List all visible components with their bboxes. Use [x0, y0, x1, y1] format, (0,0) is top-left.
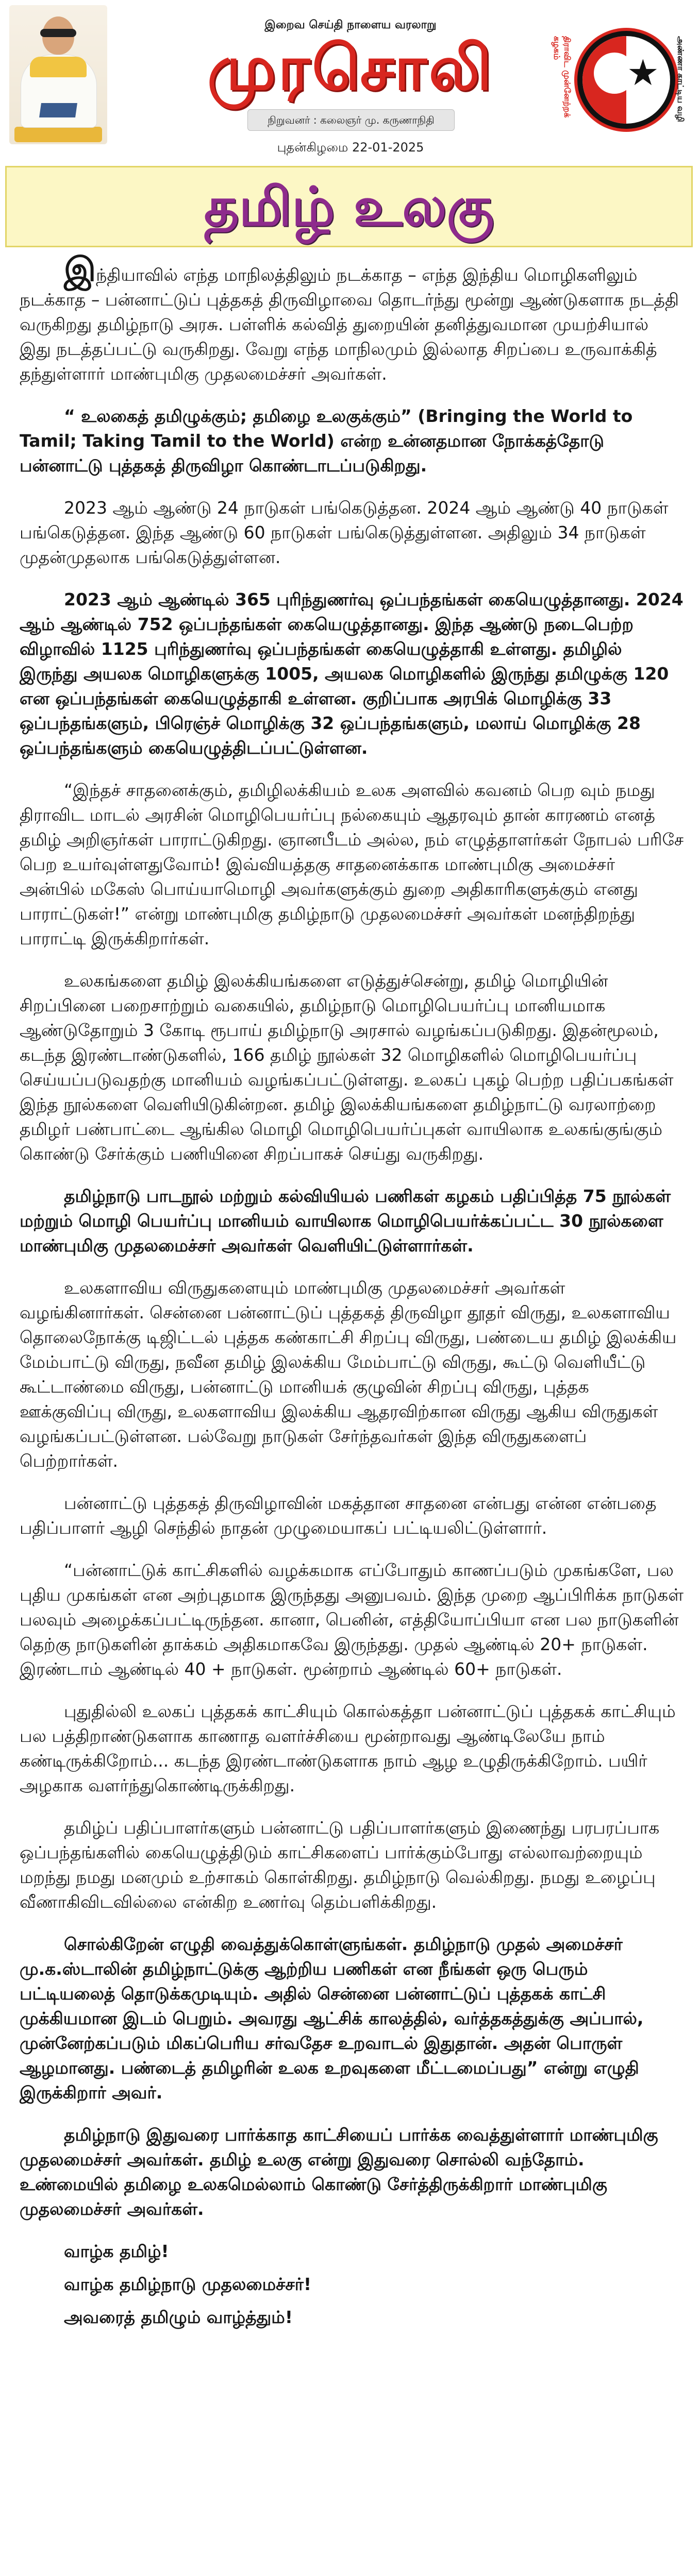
emblem-right-text: அண்ணா காட்டிய வழி: [676, 36, 686, 122]
paragraph: தமிழ்ப் பதிப்பாளர்களும் பன்னாட்டு பதிப்பாளர்களும் இணைந்து பரபரப்பாக ஒப்பந்தங்களில் கையெழுத்திடும் காட்சிகளைப் பார்க்கும்போது எல்லாவற்றையும் மறந்து நமது மனமும் உற்சாகம் கொள்கிறது. தமிழ்நாடு வெல்கிறது. நமது உழைப்பு வீணாகிவிடவில்லை என்கிற உணர்வு தெம்பளிக்கிறது.: [20, 1818, 660, 1912]
party-emblem: [541, 15, 686, 139]
masthead-tagline: இறைவ செய்தி நாளைய வரலாறு: [264, 19, 437, 31]
emblem-left-text: திராவிட முன்னேற்றக் கழகம்: [552, 36, 572, 118]
issue-date: புதன்கிழமை 22-01-2025: [277, 140, 424, 155]
paragraph: இந்தியாவில் எந்த மாநிலத்திலும் நடக்காத – எந்த இந்திய மொழிகளிலும் நடக்காத – பன்னாட்டுப் புத்தகத் திருவிழாவை தொடர்ந்து மூன்று ஆண்டுகளாக நடத்தி வருகிறது தமிழ்நாடு அரசு. பள்ளிக் கல்வித் துறையின் தனித்துவமான முயற்சியால் இது நடத்தப்பட்டு வருகிறது. வேறு எந்த மாநிலமும் இல்லாத சிறப்பை உருவாக்கித் தந்துள்ளார் மாண்புமிகு முதலமைச்சர் அவர்கள்.: [20, 251, 679, 384]
masthead: [0, 0, 700, 160]
paragraph: 2023 ஆம் ஆண்டில் 365 புரிந்துணர்வு ஒப்பந்தங்கள் கையெழுத்தானது. 2024 ஆம் ஆண்டில் 752 ஒப்பந்தங்கள் கையெழுத்தானது. இந்த ஆண்டு நடைபெற்ற விழாவில் 1125 புரிந்துணர்வு ஒப்பந்தங்கள் கையெழுத்தாகி உள்ளது. தமிழில் இருந்து அயலக மொழிகளுக்கு 1005, அயலக மொழிகளில் இருந்து தமிழுக்கு 120 என ஒப்பந்தங்கள் கையெழுத்தாகி உள்ளன. குறிப்பாக அரபிக் மொழிக்கு 33 ஒப்பந்தங்களும், பிரெஞ்ச் மொழிக்கு 32 ஒப்பந்தங்களும், மலாய் மொழிக்கு 28 ஒப்பந்தங்களும் கையெழுத்திடப்பட்டுள்ளன.: [20, 589, 684, 758]
paragraph: உலகங்களை தமிழ் இலக்கியங்களை எடுத்துச்சென்று, தமிழ் மொழியின் சிறப்பினை பறைசாற்றும் வகையில், தமிழ்நாடு மொழிபெயர்ப்பு மானியமாக ஆண்டுதோறும் 3 கோடி ரூபாய் தமிழ்நாடு அரசால் வழங்கப்படுகிறது. இதன்மூலம், கடந்த இரண்டாண்டுகளில், 166 தமிழ் நூல்கள் 32 மொழிகளில் மொழிபெயர்ப்பு செய்யப்படுவதற்கு மானியம் வழங்கப்பட்டுள்ளது. உலகப் புகழ் பெற்ற பதிப்பகங்கள் இந்த நூல்களை வெளியிடுகின்றன. தமிழ் இலக்கியங்களை தமிழ்நாட்டு வரலாற்றை தமிழர் பண்பாட்டை ஆங்கில மொழி மொழிபெயர்ப்புகள் வாயிலாக உலகங்குங்கும் கொண்டு சேர்க்கும் பணியினை சிறப்பாகச் செய்து வருகிறது.: [20, 971, 674, 1164]
paragraph: சொல்கிறேன் எழுதி வைத்துக்கொள்ளுங்கள். தமிழ்நாடு முதல் அமைச்சர் மு.க.ஸ்டாலின் தமிழ்நாட்டுக்கு ஆற்றிய பணிகள் என நீங்கள் ஒரு பெரும் பட்டியலைத் தொடுக்கமுடியும். அதில் சென்னை பன்னாட்டுப் புத்தகக் காட்சி முக்கியமான இடம் பெறும். அவரது ஆட்சிக் காலத்தில், வர்த்தகத்துக்கு அப்பால், முன்னேற்கப்படும் மிகப்பெரிய சர்வதேச உறவாடல் இதுதான். அதன் பொருள் ஆழமானது. பண்டைத் தமிழரின் உலக உறவுகளை மீட்டமைப்பது” என்று எழுதி இருக்கிறார் அவர்.: [20, 1934, 644, 2103]
paragraph: 2023 ஆம் ஆண்டு 24 நாடுகள் பங்கெடுத்தன. 2024 ஆம் ஆண்டு 40 நாடுகள் பங்கெடுத்தன. இந்த ஆண்டு 60 நாடுகள் பங்கெடுத்துள்ளன. அதிலும் 34 நாடுகள் முதன்முதலாக பங்கெடுத்துள்ளன.: [20, 498, 669, 567]
closing-line: அவரைத் தமிழும் வாழ்த்தும்!: [64, 2307, 293, 2327]
editorial-body: [20, 251, 685, 2338]
paragraph: உலகளாவிய விருதுகளையும் மாண்புமிகு முதலமைச்சர் அவர்கள் வழங்கினார்கள். சென்னை பன்னாட்டுப் புத்தகத் திருவிழா தூதர் விருது, உலகளாவிய தொலைநோக்கு டிஜிட்டல் புத்தக கண்காட்சி சிறப்பு விருது, பண்டைய தமிழ் இலக்கிய மேம்பாட்டு விருது, நவீன தமிழ் இலக்கிய மேம்பாட்டு விருது, கூட்டு வெளியீட்டு கூட்டாண்மை விருது, பன்னாட்டு மானியக் குழுவின் சிறப்பு விருது, புத்தக ஊக்குவிப்பு விருது, உலகளாவிய இலக்கிய ஆதரவிற்கான விருது ஆகிய விருதுகள் வழங்கப்பட்டுள்ளன. பல்வேறு நாடுகள் சேர்ந்தவர்கள் இந்த விருதுகளைப் பெற்றார்கள்.: [20, 1278, 677, 1471]
paragraph: பன்னாட்டு புத்தகத் திருவிழாவின் மகத்தான சாதனை என்பது என்ன என்பதை பதிப்பாளர் ஆழி செந்தில் நாதன் முழுமையாகப் பட்டியலிட்டுள்ளார்.: [20, 1493, 657, 1538]
paragraph: தமிழ்நாடு இதுவரை பார்க்காத காட்சியைப் பார்க்க வைத்துள்ளார் மாண்புமிகு முதலமைச்சர் அவர்கள். தமிழ் உலகு என்று இதுவரை சொல்லி வந்தோம். உண்மையில் தமிழை உலகமெல்லாம் கொண்டு சேர்த்திருக்கிறார் மாண்புமிகு முதலமைச்சர் அவர்கள்.: [20, 2125, 658, 2219]
closing-line: வாழ்க தமிழ்நாடு முதலமைச்சர்!: [64, 2274, 312, 2294]
founder-portrait: [9, 5, 107, 144]
paragraph: “ உலகைத் தமிழுக்கும்; தமிழை உலகுக்கும்” (Bringing the World to Tamil; Taking Tamil to the World) என்ற உன்னதமான நோக்கத்தோடு பன்னாட்டு புத்தகத் திருவிழா கொண்டாடப்படுகிறது.: [20, 406, 633, 476]
paragraph: தமிழ்நாடு பாடநூல் மற்றும் கல்வியியல் பணிகள் கழகம் பதிப்பித்த 75 நூல்கள் மற்றும் மொழி பெயர்ப்பு மானியம் வாயிலாக மொழிபெயர்க்கப்பட்ட 30 நூல்களை மாண்புமிகு முதலமைச்சர் அவர்கள் வெளியிட்டுள்ளார்கள்.: [20, 1186, 671, 1256]
paragraph: “இந்தச் சாதனைக்கும், தமிழிலக்கியம் உலக அளவில் கவனம் பெற வும் நமது திராவிட மாடல் அரசின் மொழிபெயர்ப்பு நல்கையும் ஆதரவும் தான் காரணம் எனத் தமிழ் அறிஞர்கள் பாராட்டுகிறது. ஞானபீடம் அல்ல, நம் எழுத்தாளர்கள் நோபல் பரிசே பெற உயர்வுள்ளதுவோம்! இவ்வியத்தகு சாதனைக்காக மாண்புமிகு அமைச்சர் அன்பில் மகேஸ் பொய்யாமொழி அவர்களுக்கும் துறை அதிகாரிகளுக்கும் எனது பாராட்டுகள்!” என்று மாண்புமிகு தமிழ்நாடு முதலமைச்சர் அவர்கள் மனந்திறந்து பாராட்டி இருக்கிறார்கள்.: [20, 780, 684, 948]
paragraph: “பன்னாட்டுக் காட்சிகளில் வழக்கமாக எப்போதும் காணப்படும் முகங்களே, பல புதிய முகங்கள் என அற்புதமாக இருந்தது அனுபவம். இந்த முறை ஆப்பிரிக்க நாடுகள் பலவும் அழைக்கப்பட்டிருந்தன. கானா, பெனின், எத்தியோப்பியா என பல நாடுகளின் தெற்கு நாடுகளின் தாக்கம் அதிகமாகவே இருந்தது. முதல் ஆண்டில் 20+ நாடுகள். இரண்டாம் ஆண்டில் 40 + நாடுகள். மூன்றாம் ஆண்டில் 60+ நாடுகள்.: [20, 1560, 684, 1679]
newspaper-logo: முரசொலி: [207, 32, 494, 104]
closing-line: வாழ்க தமிழ்!: [64, 2241, 169, 2261]
founder-label: நிறுவனர் : கலைஞர் மு. கருணாநிதி: [247, 109, 455, 131]
rising-sun-icon: ★: [577, 31, 675, 129]
editorial-title: தமிழ் உலகு: [204, 175, 494, 238]
paragraph: புதுதில்லி உலகப் புத்தகக் காட்சியும் கொல்கத்தா பன்னாட்டுப் புத்தகக் காட்சியும் பல பத்திறாண்டுகளாக காணாத வளர்ச்சியை மூன்றாவது ஆண்டிலேயே நாம் கண்டிருக்கிறோம்... கடந்த இரண்டாண்டுகளாக நாம் ஆழ உழுதிருக்கிறோம். பயிர் அழகாக வளர்ந்துகொண்டிருக்கிறது.: [20, 1701, 676, 1795]
editorial-title-banner: [5, 166, 693, 247]
